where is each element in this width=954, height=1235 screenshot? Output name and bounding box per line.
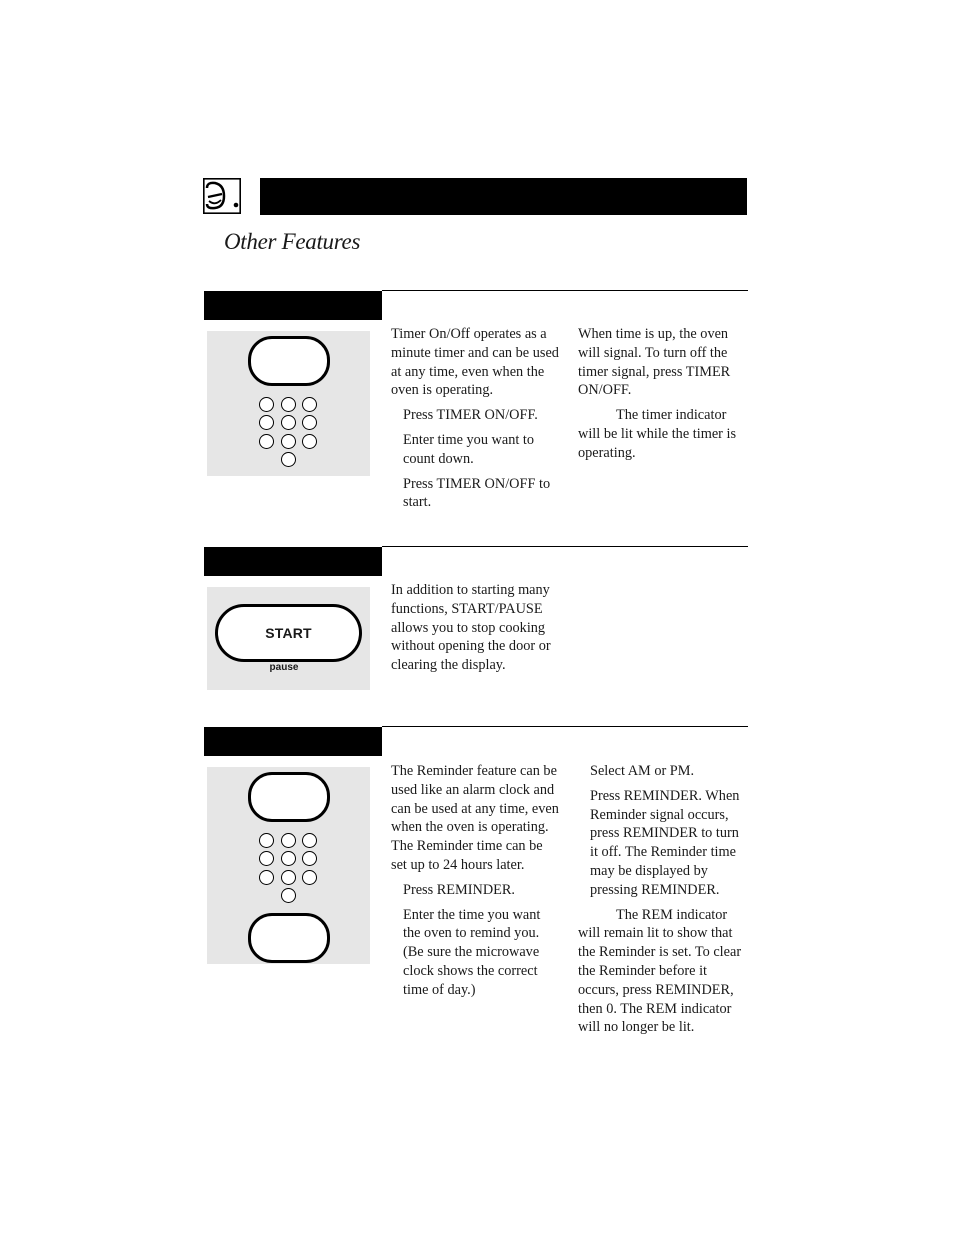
- timer-right-column: [578, 325, 746, 469]
- keypad-key: [281, 888, 296, 903]
- start-pause-intro: In addition to starting many functions, START/PAUSE allows you to stop cooking without opening the door or clearing the display.: [391, 582, 551, 674]
- timer-section-rule: [382, 290, 748, 291]
- page-logo-icon: [203, 178, 241, 214]
- reminder-button-oval: [248, 772, 330, 822]
- keypad-key: [302, 851, 317, 866]
- reminder-step: Press REMINDER. When Reminder signal occurs, press REMINDER to turn it off. The Reminder time may be displayed by pressing REMINDER.: [590, 787, 740, 898]
- start-pause-section-tab: [204, 547, 382, 576]
- reminder-step: Enter the time you want the oven to remind you. (Be sure the microwave clock shows the correct time of day.): [403, 906, 541, 998]
- keypad-key: [302, 870, 317, 885]
- reminder-step: Press REMINDER.: [403, 881, 515, 898]
- keypad-key: [259, 851, 274, 866]
- keypad-key: [281, 452, 296, 467]
- reminder-section-tab: [204, 727, 382, 756]
- keypad-key: [259, 397, 274, 412]
- keypad-key: [302, 415, 317, 430]
- reminder-left-column: [391, 762, 561, 1006]
- keypad-key: [281, 833, 296, 848]
- am-pm-button-oval: [248, 913, 330, 963]
- start-pause-section-rule: [382, 546, 748, 547]
- reminder-step: Select AM or PM.: [590, 763, 695, 779]
- start-button-oval: [215, 604, 362, 662]
- keypad-key: [259, 833, 274, 848]
- keypad-key: [281, 870, 296, 885]
- keypad-key: [302, 833, 317, 848]
- timer-button-oval: [248, 336, 330, 386]
- start-pause-illustration: [207, 587, 370, 690]
- start-pause-column: [391, 581, 563, 681]
- timer-step: Press TIMER ON/OFF.: [403, 407, 538, 424]
- timer-section-tab: [204, 291, 382, 320]
- reminder-indicator-note: The REM indicator will remain lit to show that the Reminder is set. To clear the Reminder before it occurs, press REMINDER, then 0. The REM indicator will no longer be lit.: [578, 906, 742, 1036]
- reminder-right-column: [578, 762, 750, 1043]
- timer-keypad-illustration: [207, 331, 370, 476]
- start-button-label: START: [265, 625, 312, 641]
- timer-signal-note: When time is up, the oven will signal. To turn off the timer signal, press TIMER ON/OFF.: [578, 326, 731, 399]
- keypad-key: [281, 397, 296, 412]
- reminder-keypad-illustration: [207, 767, 370, 964]
- keypad-key: [302, 397, 317, 412]
- keypad-key: [259, 415, 274, 430]
- keypad-key: [281, 415, 296, 430]
- timer-intro: Timer On/Off operates as a minute timer and can be used at any time, even when the oven is operating.: [391, 326, 559, 399]
- keypad-key: [302, 434, 317, 449]
- timer-step: Press TIMER ON/OFF to start.: [403, 475, 551, 511]
- page-title: Other Features: [224, 229, 361, 254]
- timer-left-column: [391, 325, 561, 518]
- keypad-key: [281, 434, 296, 449]
- timer-step: Enter time you want to count down.: [403, 431, 535, 467]
- keypad-key: [259, 870, 274, 885]
- keypad-key: [259, 434, 274, 449]
- header-bar: [260, 178, 747, 215]
- pause-label: pause: [269, 662, 299, 673]
- timer-indicator-note: The timer indicator will be lit while the timer is operating.: [578, 407, 737, 461]
- keypad-key: [281, 851, 296, 866]
- reminder-section-rule: [382, 726, 748, 727]
- reminder-intro: The Reminder feature can be used like an alarm clock and can be used at any time, even when the oven is operating. The Reminder time can be set up to 24 hours later.: [391, 763, 559, 873]
